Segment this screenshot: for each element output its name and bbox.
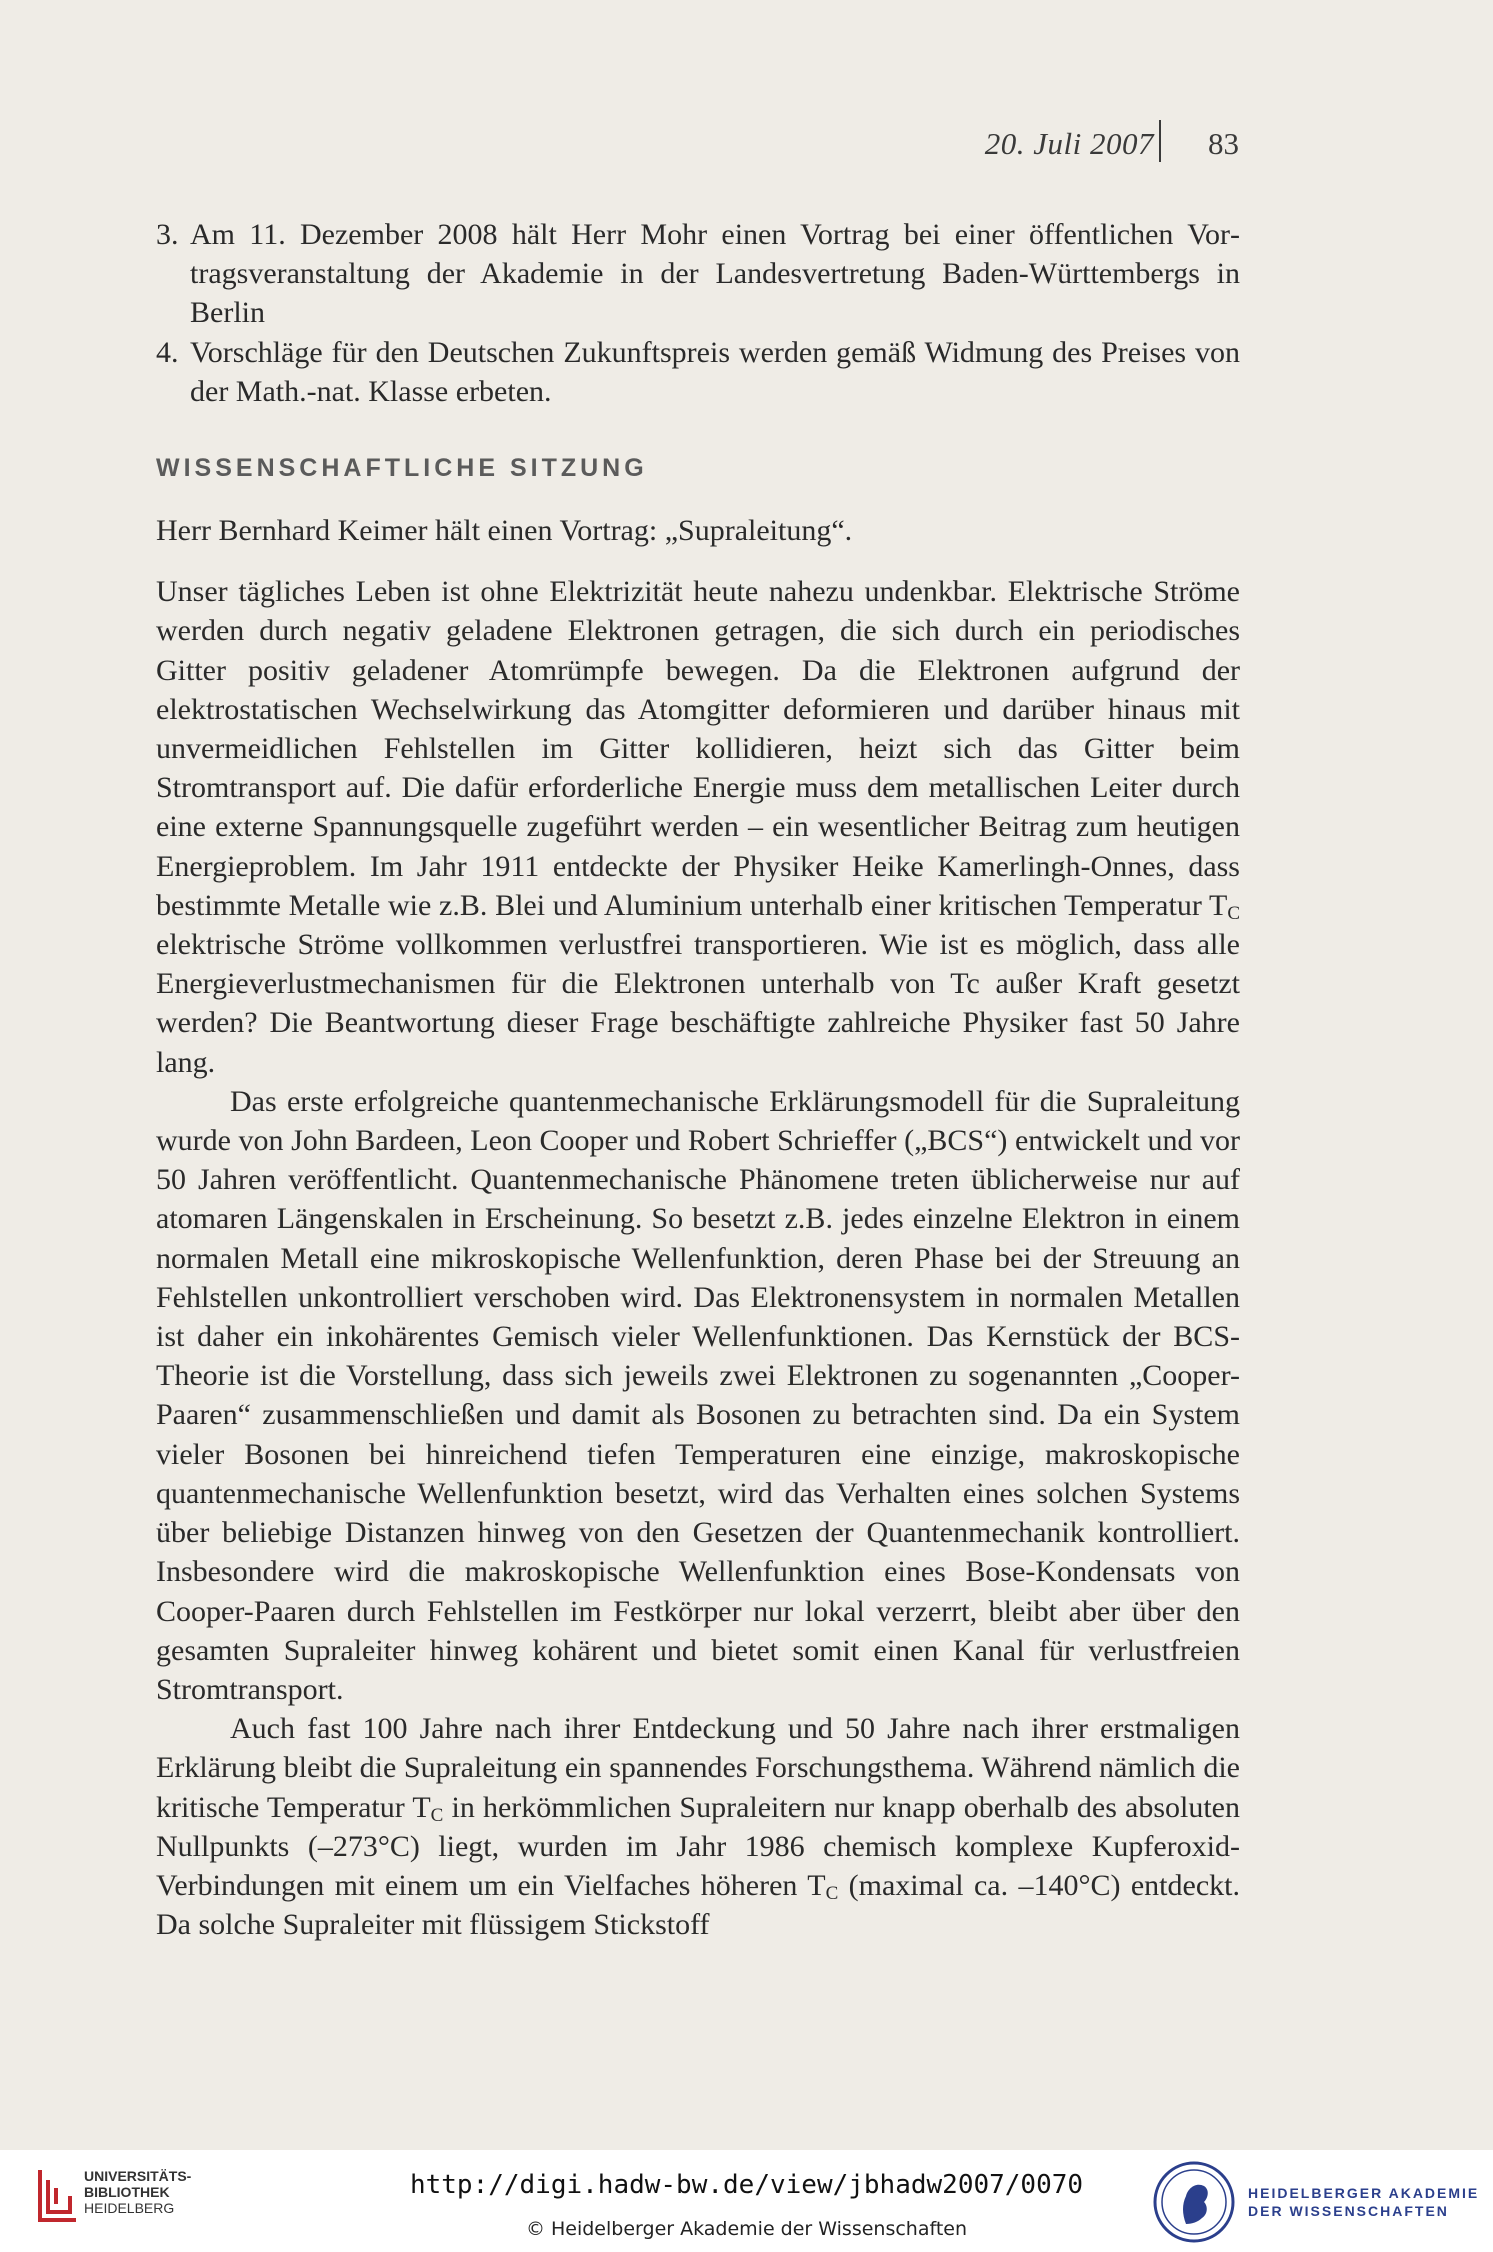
agenda-list bbox=[156, 215, 1240, 411]
header-date: 20. Juli 2007 bbox=[984, 126, 1154, 161]
section-heading: WISSENSCHAFTLICHE SITZUNG bbox=[156, 454, 648, 483]
header-divider bbox=[1159, 120, 1161, 162]
paragraph bbox=[156, 572, 1240, 1082]
list-item-text: Am 11. Dezember 2008 hält Herr Mohr einen Vortrag bei einer öffentlichen Vortragsveranstaltung der Akademie in der Landesvertretung Baden-Württembergs in Berlin bbox=[190, 218, 1240, 330]
paragraph-text: Auch fast 100 Jahre nach ihrer Entdeckung und 50 Jahre nach ihrer erstmaligen Erklärung bleibt die Supraleitung ein spannendes Forschungsthema. Während nämlich die kritische Temperatur T bbox=[156, 1712, 1240, 1824]
list-item-text: Vorschläge für den Deutschen Zukunftspreis werden gemäß Widmung des Preises von der Math.-nat. Klasse erbeten. bbox=[190, 335, 1240, 408]
academy-name bbox=[1248, 2184, 1479, 2220]
paragraph-text: in herkömmlichen Supraleitern nur knapp oberhalb des absoluten Nullpunkts (–273°C) liegt, wurden im Jahr 1986 chemisch komplexe Kupferoxid-Verbindungen mit einem um ein Vielfaches höheren T bbox=[156, 1790, 1240, 1902]
copyright-notice: © Heidelberger Akademie der Wissenschaften bbox=[525, 2218, 968, 2240]
list-item-number: 3. bbox=[156, 218, 179, 251]
list-item-number: 4. bbox=[156, 335, 179, 369]
subscript: C bbox=[430, 1804, 444, 1826]
paragraph bbox=[156, 1709, 1240, 1944]
paragraph-text: Das erste erfolgreiche quantenmechanische Erklärungsmodell für die Supraleitung wurde von John Bardeen, Leon Cooper und Robert Schrieffer („BCS“) entwickelt und vor 50 Jahren veröffentlicht. Quantenmechanische Phänomene treten üblicherweise nur auf atomaren Längenskalen in Erscheinung. So besetzt z.B. jedes einzelne Elektron in einem normalen Metall eine mikroskopische Wellenfunktion, deren Phase bei der Streuung an Fehlstellen unkontrolliert verschoben wird. Das Elektronensystem in normalen Metallen ist daher ein inkohärentes Gemisch vieler Wellenfunktionen. Das Kernstück der BCS-Theorie ist die Vorstellung, dass sich jeweils zwei Elektronen zu sogenannten „Cooper-Paaren“ zusammenschließen und damit als Bosonen zu betrachten sind. Da ein System vieler Bosonen bei hinreichend tiefen Temperaturen eine einzige, makroskopische quantenmechanische Wellenfunktion besetzt, wird das Verhalten eines solchen Systems über beliebige Distanzen hinweg von den Gesetzen der Quantenmechanik kontrolliert. Insbesondere wird die makroskopische Wellenfunktion eines Bose-Kondensats von Cooper-Paaren durch Fehlstellen im Festkörper nur lokal verzerrt, bleibt aber über den gesamten Supraleiter hinweg kohärent und bietet somit einen Kanal für verlustfreien Stromtransport. bbox=[156, 1084, 1240, 1706]
document-url-link[interactable]: http://digi.hadw-bw.de/view/jbhadw2007/0070 bbox=[409, 2170, 1084, 2200]
paragraph-text: Unser tägliches Leben ist ohne Elektrizität heute nahezu undenkbar. Elektrische Ströme werden durch negativ geladene Elektronen getragen, die sich durch ein periodisches Gitter positiv geladener Atomrümpfe bewegen. Da die Elektronen aufgrund der elektrostatischen Wechselwirkung das Atomgitter deformieren und darüber hinaus mit unvermeidlichen Fehlstellen im Gitter kollidieren, heizt sich das Gitter beim Stromtransport auf. Die dafür erforderliche Energie muss dem metallischen Leiter durch eine externe Spannungsquelle zugeführt werden – ein wesentlicher Beitrag zum heutigen Energieproblem. Im Jahr 1911 entdeckte der Physiker Heike Kamerlingh-Onnes, dass bestimmte Metalle wie z.B. Blei und Aluminium unterhalb einer kritischen Temperatur T bbox=[156, 575, 1240, 922]
footer-bar bbox=[0, 2150, 1493, 2252]
academy-line: DER WISSENSCHAFTEN bbox=[1248, 2203, 1449, 2219]
list-item bbox=[156, 215, 1240, 333]
body-text bbox=[156, 215, 1240, 1944]
lecture-announcement: Herr Bernhard Keimer hält einen Vortrag: „Supraleitung“. bbox=[156, 514, 853, 548]
academy-line: HEIDELBERGER AKADEMIE bbox=[1248, 2185, 1480, 2201]
library-line: UNIVERSITÄTS- bbox=[84, 2168, 192, 2184]
running-header bbox=[0, 120, 1493, 180]
list-item bbox=[156, 333, 1240, 411]
paragraph-text: elektrische Ströme vollkommen verlustfrei transportieren. Wie ist es möglich, dass alle Energieverlustmechanismen für die Elektronen unterhalb von Tc außer Kraft gesetzt werden? Die Beantwortung dieser Frage beschäftigte zahlreiche Physiker fast 50 Jahre lang. bbox=[156, 928, 1240, 1079]
page-number: 83 bbox=[1208, 126, 1239, 161]
library-line: BIBLIOTHEK bbox=[84, 2184, 170, 2200]
paragraph-text: (maximal ca. –140°C) entdeckt. Da solche Supraleiter mit flüssigem Stickstoff bbox=[156, 1868, 1240, 1942]
subscript: C bbox=[1227, 902, 1240, 924]
paragraph bbox=[156, 1082, 1240, 1709]
subscript: C bbox=[825, 1882, 839, 1904]
academy-seal-icon bbox=[1152, 2160, 1236, 2244]
library-line: HEIDELBERG bbox=[84, 2200, 175, 2216]
